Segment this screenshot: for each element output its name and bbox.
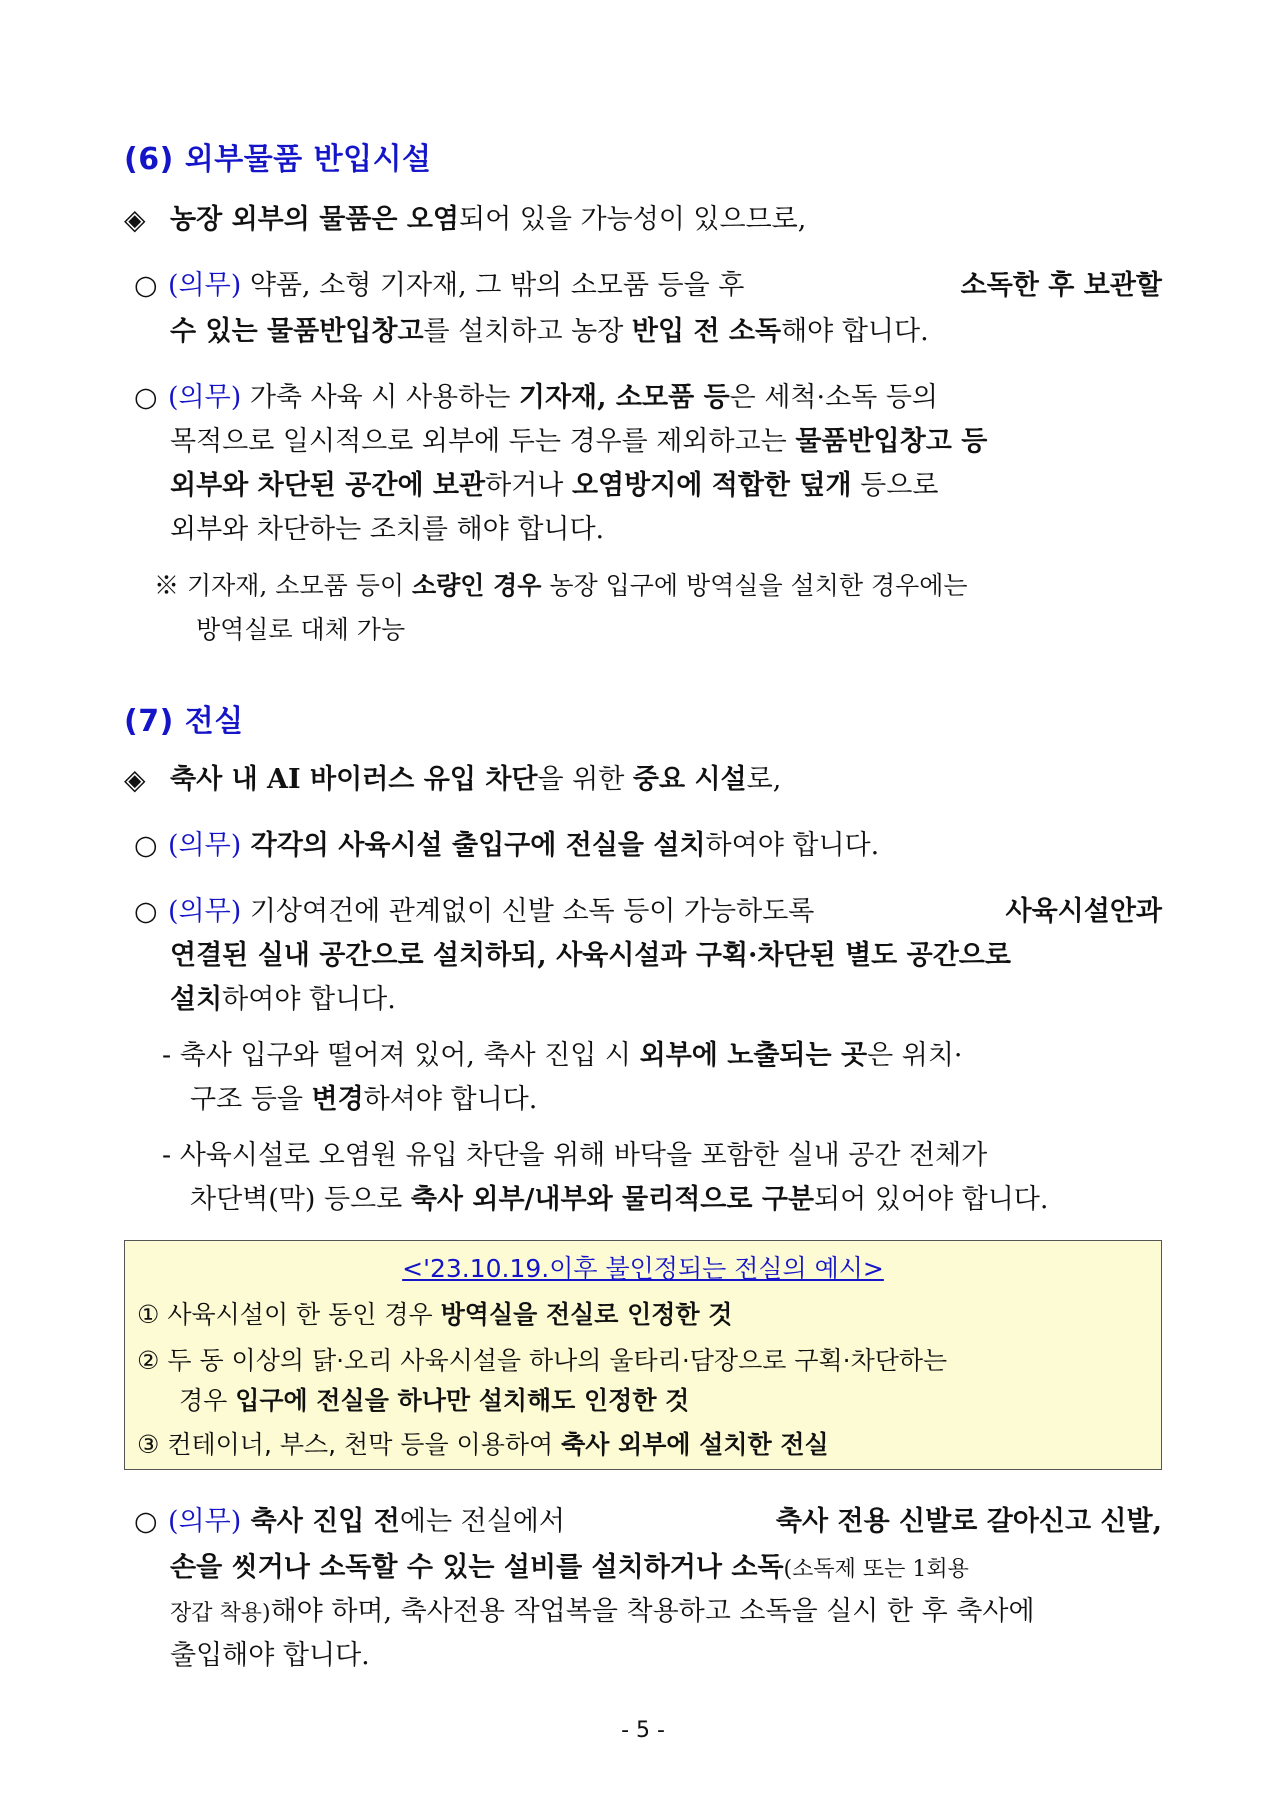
section6-item1-line1: (의무) 약품, 소형 기자재, 그 밖의 소모품 등을 후 소독한 후 보관할 bbox=[168, 270, 1162, 301]
section6-note-line1: ※ 기자재, 소모품 등이 소량인 경우 농장 입구에 방역실을 설치한 경우에는 bbox=[154, 571, 968, 600]
section7-item2-line1: (의무) 기상여건에 관계없이 신발 소독 등이 가능하도록 사육시설안과 bbox=[168, 896, 1162, 927]
section7-dash2-line2: 차단벽(막) 등으로 축사 외부/내부와 물리적으로 구분되어 있어야 합니다. bbox=[190, 1184, 1049, 1215]
diamond-bullet-icon: ◈ bbox=[124, 763, 146, 796]
section-heading-6: (6) 외부물품 반입시설 bbox=[124, 142, 432, 177]
section6-item2-line2: 목적으로 일시적으로 외부에 두는 경우를 제외하고는 물품반입창고 등 bbox=[170, 426, 988, 457]
section7-intro: 축사 내 AI 바이러스 유입 차단을 위한 중요 시설로, bbox=[170, 764, 782, 795]
section7-item3-line2: 손을 씻거나 소독할 수 있는 설비를 설치하거나 소독(소독제 또는 1회용 bbox=[170, 1552, 969, 1583]
example-box bbox=[124, 1240, 1162, 1470]
section7-item2-line2: 연결된 실내 공간으로 설치하되, 사육시설과 구획·차단된 별도 공간으로 bbox=[170, 940, 1011, 971]
example-item-2-line1: ② 두 동 이상의 닭·오리 사육시설을 하나의 울타리·담장으로 구획·차단하는 bbox=[137, 1346, 948, 1375]
section7-dash2-line1: - 사육시설로 오염원 유입 차단을 위해 바닥을 포함한 실내 공간 전체가 bbox=[162, 1140, 988, 1171]
circle-bullet-icon: ○ bbox=[134, 1506, 158, 1537]
example-box-title: <'23.10.19.이후 불인정되는 전실의 예시> bbox=[402, 1254, 884, 1283]
section7-dash1-line2: 구조 등을 변경하셔야 합니다. bbox=[190, 1084, 538, 1115]
diamond-bullet-icon: ◈ bbox=[124, 203, 146, 236]
example-item-3: ③ 컨테이너, 부스, 천막 등을 이용하여 축사 외부에 설치한 전실 bbox=[137, 1430, 829, 1459]
section7-item1: (의무) 각각의 사육시설 출입구에 전실을 설치하여야 합니다. bbox=[168, 830, 880, 861]
circle-bullet-icon: ○ bbox=[134, 382, 158, 413]
section7-item3-line4: 출입해야 합니다. bbox=[170, 1640, 370, 1671]
section7-item3-line3: 장갑 착용)해야 하며, 축사전용 작업복을 착용하고 소독을 실시 한 후 축사에 bbox=[170, 1596, 1035, 1627]
section6-note-line2: 방역실로 대체 가능 bbox=[196, 615, 406, 644]
circle-bullet-icon: ○ bbox=[134, 896, 158, 927]
section6-item2-line3: 외부와 차단된 공간에 보관하거나 오염방지에 적합한 덮개 등으로 bbox=[170, 470, 939, 501]
section6-item2-line1: (의무) 가축 사육 시 사용하는 기자재, 소모품 등은 세척·소독 등의 bbox=[168, 382, 938, 413]
circle-bullet-icon: ○ bbox=[134, 830, 158, 861]
example-item-2-line2: 경우 입구에 전실을 하나만 설치해도 인정한 것 bbox=[179, 1386, 690, 1415]
section7-dash1-line1: - 축사 입구와 떨어져 있어, 축사 진입 시 외부에 노출되는 곳은 위치· bbox=[162, 1040, 963, 1071]
section7-item2-line3: 설치하여야 합니다. bbox=[170, 984, 396, 1015]
section6-item1-line2: 수 있는 물품반입창고를 설치하고 농장 반입 전 소독해야 합니다. bbox=[170, 316, 929, 347]
section6-intro: 농장 외부의 물품은 오염되어 있을 가능성이 있으므로, bbox=[170, 204, 807, 235]
section6-item2-line4: 외부와 차단하는 조치를 해야 합니다. bbox=[170, 514, 605, 545]
section-heading-7: (7) 전실 bbox=[124, 704, 244, 739]
section7-item3-line1: (의무) 축사 진입 전에는 전실에서 축사 전용 신발로 갈아신고 신발, bbox=[168, 1506, 1162, 1537]
page-number: - 5 - bbox=[621, 1718, 665, 1743]
example-item-1: ① 사육시설이 한 동인 경우 방역실을 전실로 인정한 것 bbox=[137, 1300, 733, 1329]
circle-bullet-icon: ○ bbox=[134, 270, 158, 301]
